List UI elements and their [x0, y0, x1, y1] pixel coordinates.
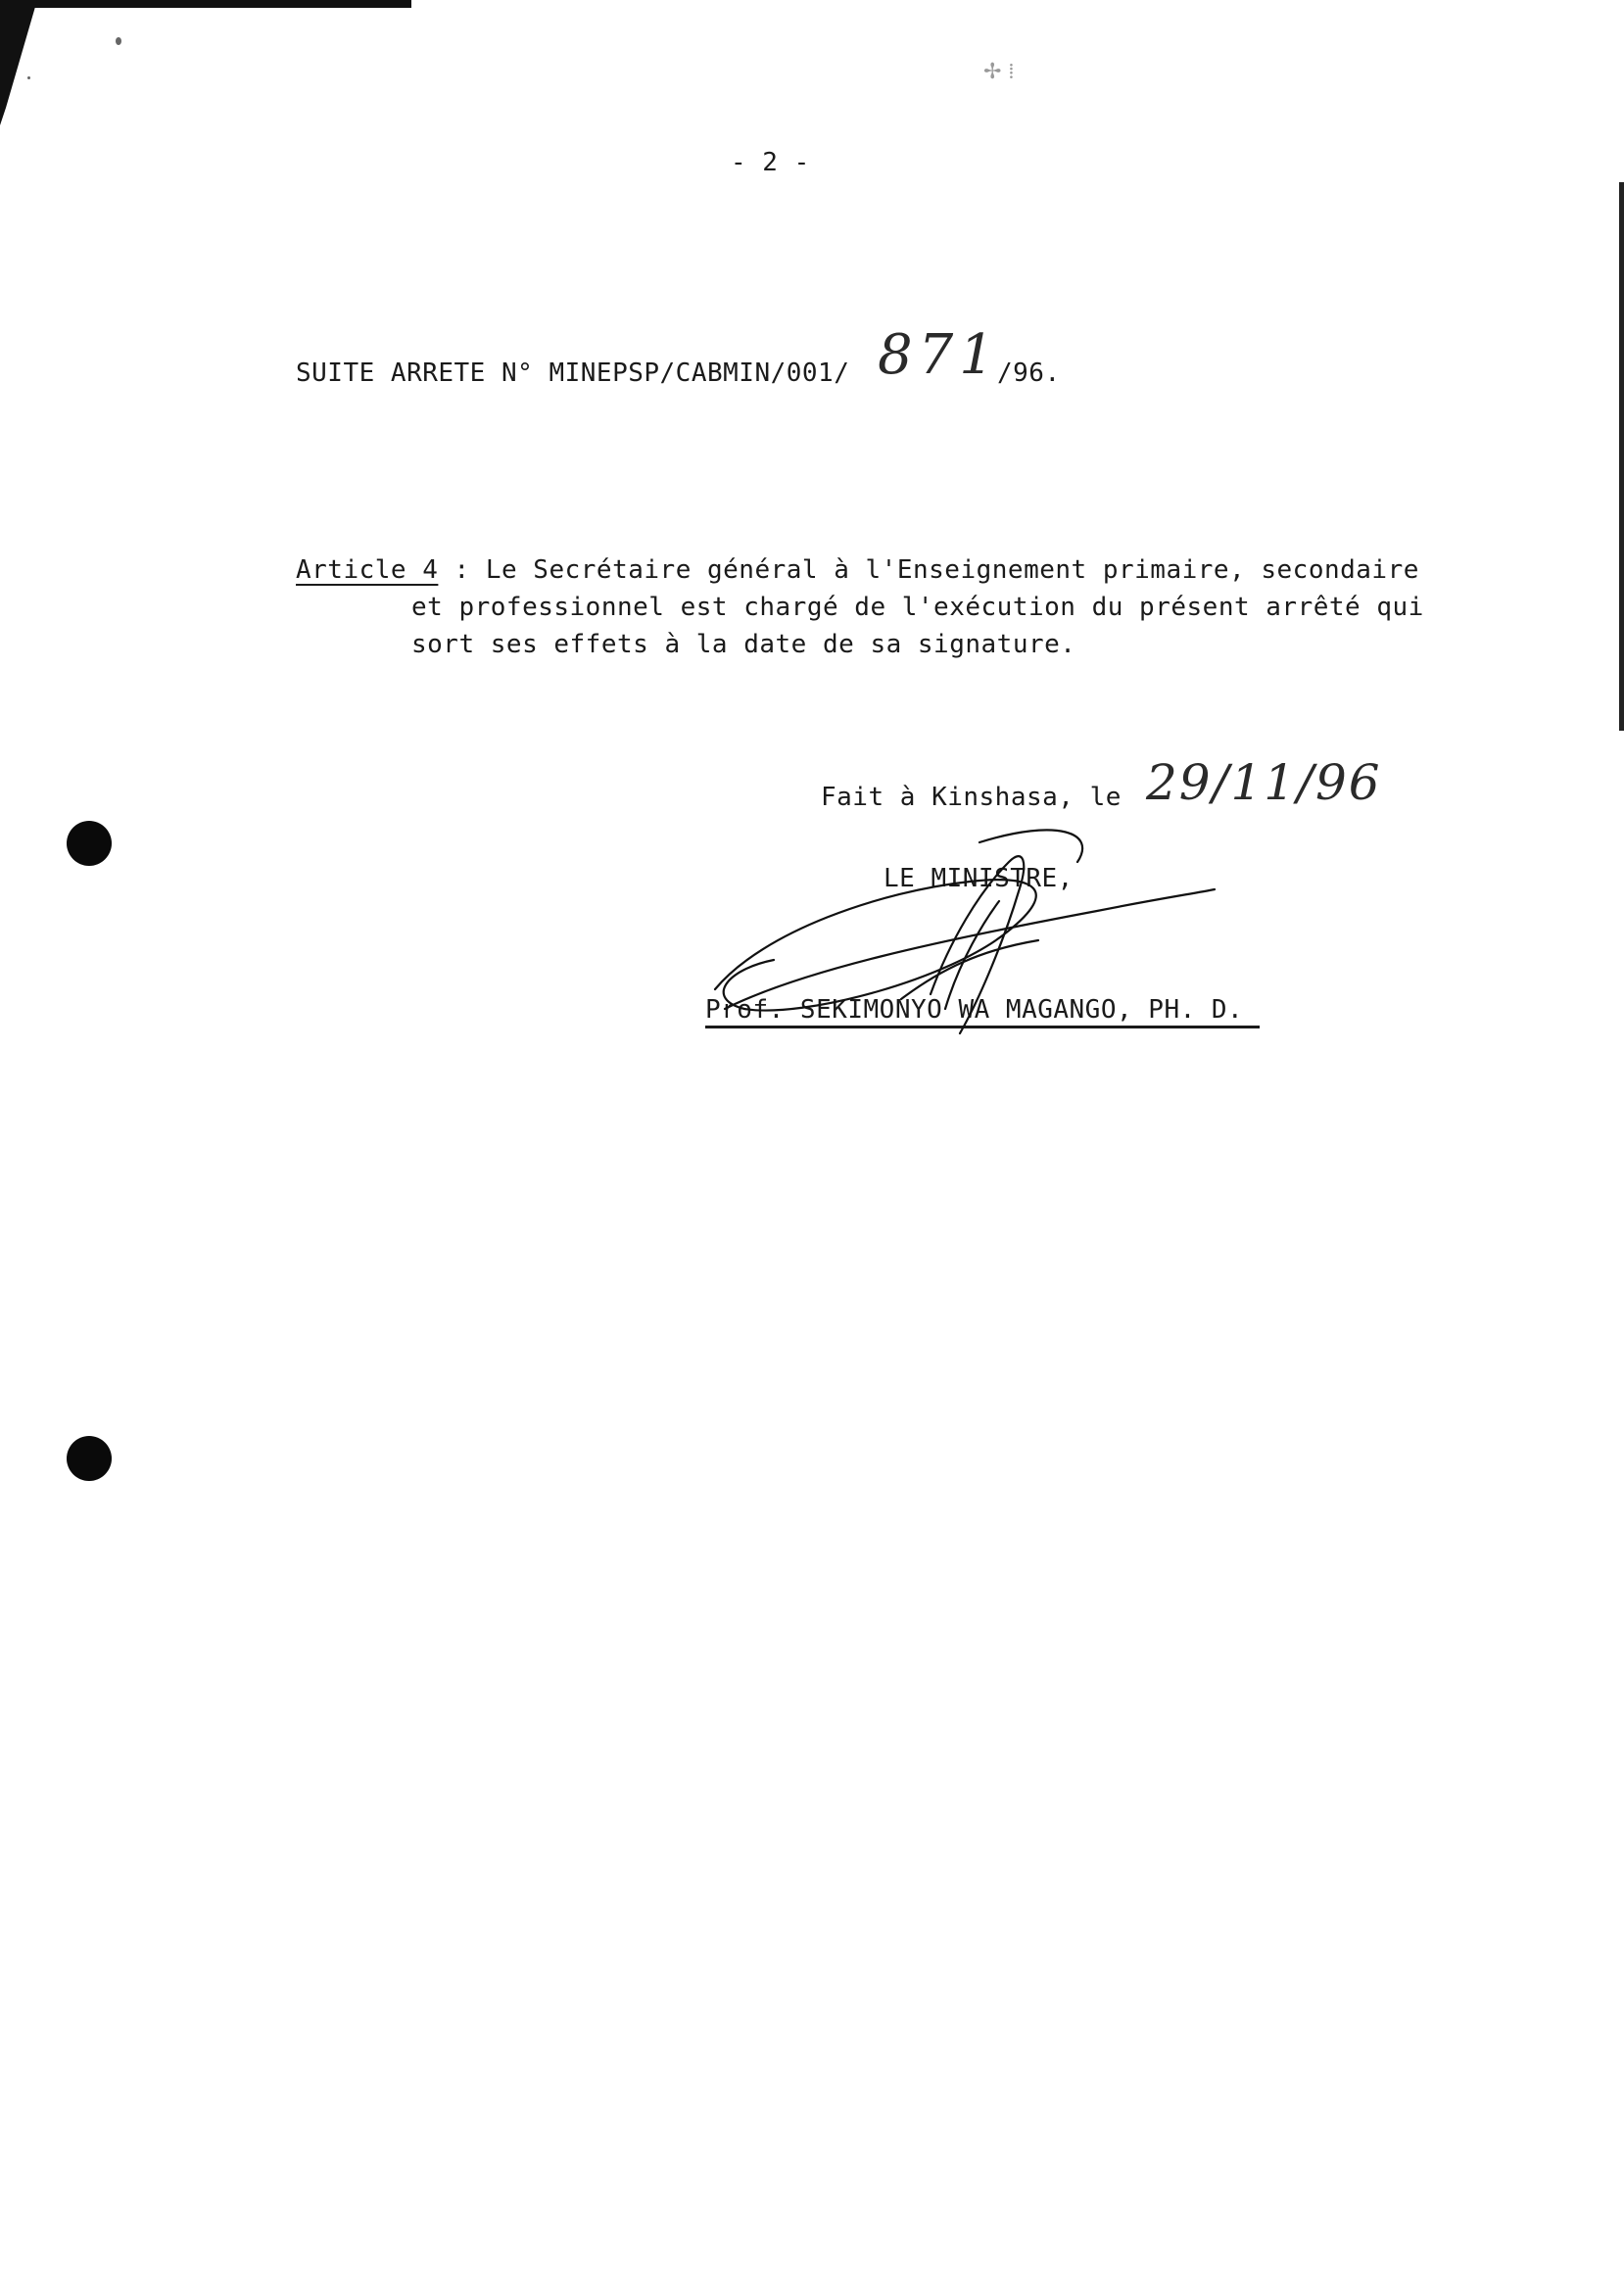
signatory-name: Prof. SEKIMONYO WA MAGANGO, PH. D. [705, 995, 1244, 1025]
minister-title: LE MINISTRE, [884, 864, 1074, 893]
handwritten-date: 29/11/96 [1146, 754, 1382, 811]
article-text-line: : Le Secrétaire général à l'Enseignement primaire, secondaire [438, 555, 1419, 585]
reference-suffix: /96. [997, 358, 1061, 388]
article-label: Article 4 [296, 555, 439, 585]
faint-stamp-mark: ✢ ⁞ [983, 60, 1015, 84]
article-text-line: sort ses effets à la date de sa signature. [411, 630, 1076, 659]
place-and-date-label: Fait à Kinshasa, le [821, 783, 1122, 812]
punch-hole [67, 821, 112, 866]
article-block [296, 551, 1471, 663]
handwritten-signature [686, 823, 1234, 1058]
page-number: - 2 - [731, 148, 810, 177]
scan-edge-right [1619, 182, 1624, 731]
ink-speck [116, 37, 121, 45]
scan-corner-mark [0, 0, 39, 127]
article-line-1 [296, 551, 1471, 589]
ink-speck [27, 76, 30, 79]
scan-edge-top [0, 0, 411, 8]
punch-hole [67, 1436, 112, 1481]
reference-prefix: SUITE ARRETE N° MINEPSP/CABMIN/001/ [296, 358, 850, 388]
article-text-line: et professionnel est chargé de l'exécution du présent arrêté qui [411, 593, 1424, 622]
reference-handwritten-number: 871 [878, 323, 1000, 387]
